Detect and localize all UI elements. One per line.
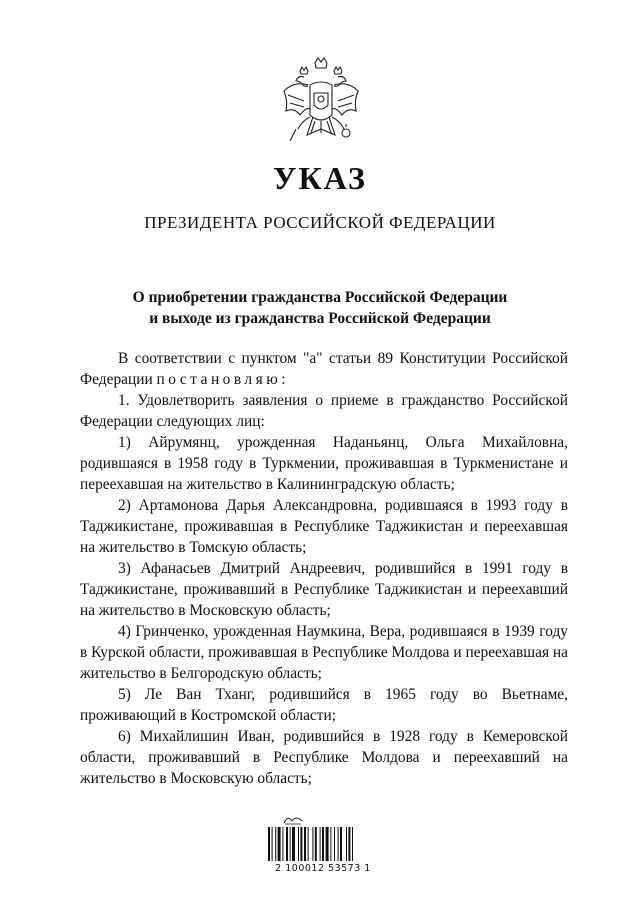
intro-paragraph bbox=[80, 348, 568, 390]
list-item: 4) Гринченко, урожденная Наумкина, Вера, родившаяся в 1939 году в Курской области, проживавшая в Республике Молдова и переехавшая на жительство в Белгородскую область; bbox=[80, 623, 568, 682]
list-item: 6) Михайлишин Иван, родившийся в 1928 году в Кемеровской области, проживавший в Республике Молдова и переехавший на жительство в Московскую область; bbox=[80, 728, 568, 787]
list-item: 3) Афанасьев Дмитрий Андреевич, родившийся в 1991 году в Таджикистане, проживавший в Республике Таджикистан и переехавший на жительство в Московскую область; bbox=[80, 560, 568, 619]
coat-of-arms-emblem-icon bbox=[280, 55, 362, 152]
list-item: 2) Артамонова Дарья Александровна, родившаяся в 1993 году в Таджикистане, проживавшая в Республике Таджикистан и переехавшая на жительство в Томскую область; bbox=[80, 497, 568, 556]
decree-heading-line-1: О приобретении гражданства Российской Федерации bbox=[132, 289, 508, 306]
decree-heading-line-2: и выходе из гражданства Российской Федерации bbox=[149, 310, 491, 327]
point-1-paragraph: 1. Удовлетворить заявления о приеме в гражданство Российской Федерации следующих лиц: bbox=[80, 392, 568, 430]
intro-text: В соответствии с пунктом "а" статьи 89 Конституции Российской Федерации bbox=[80, 350, 568, 388]
decree-heading bbox=[0, 287, 640, 329]
document-title: УКАЗ bbox=[273, 160, 367, 196]
document-subtitle: ПРЕЗИДЕНТА РОССИЙСКОЙ ФЕДЕРАЦИИ bbox=[144, 213, 496, 232]
barcode-number: 2 100012 53573 1 bbox=[275, 863, 371, 874]
list-item: 1) Айрумянц, урожденная Наданьянц, Ольга Михайловна, родившаяся в 1958 году в Туркмении, проживавшая в Туркменистане и переехавшая на жительство в Калининградскую область; bbox=[80, 434, 568, 493]
list-item: 5) Ле Ван Тханг, родившийся в 1965 году во Вьетнаме, проживающий в Костромской области; bbox=[80, 686, 568, 724]
barcode-icon bbox=[268, 827, 376, 861]
decree-body bbox=[80, 348, 568, 789]
intro-resolve: постановляю: bbox=[156, 371, 289, 388]
barcode-logo-icon bbox=[282, 815, 304, 825]
